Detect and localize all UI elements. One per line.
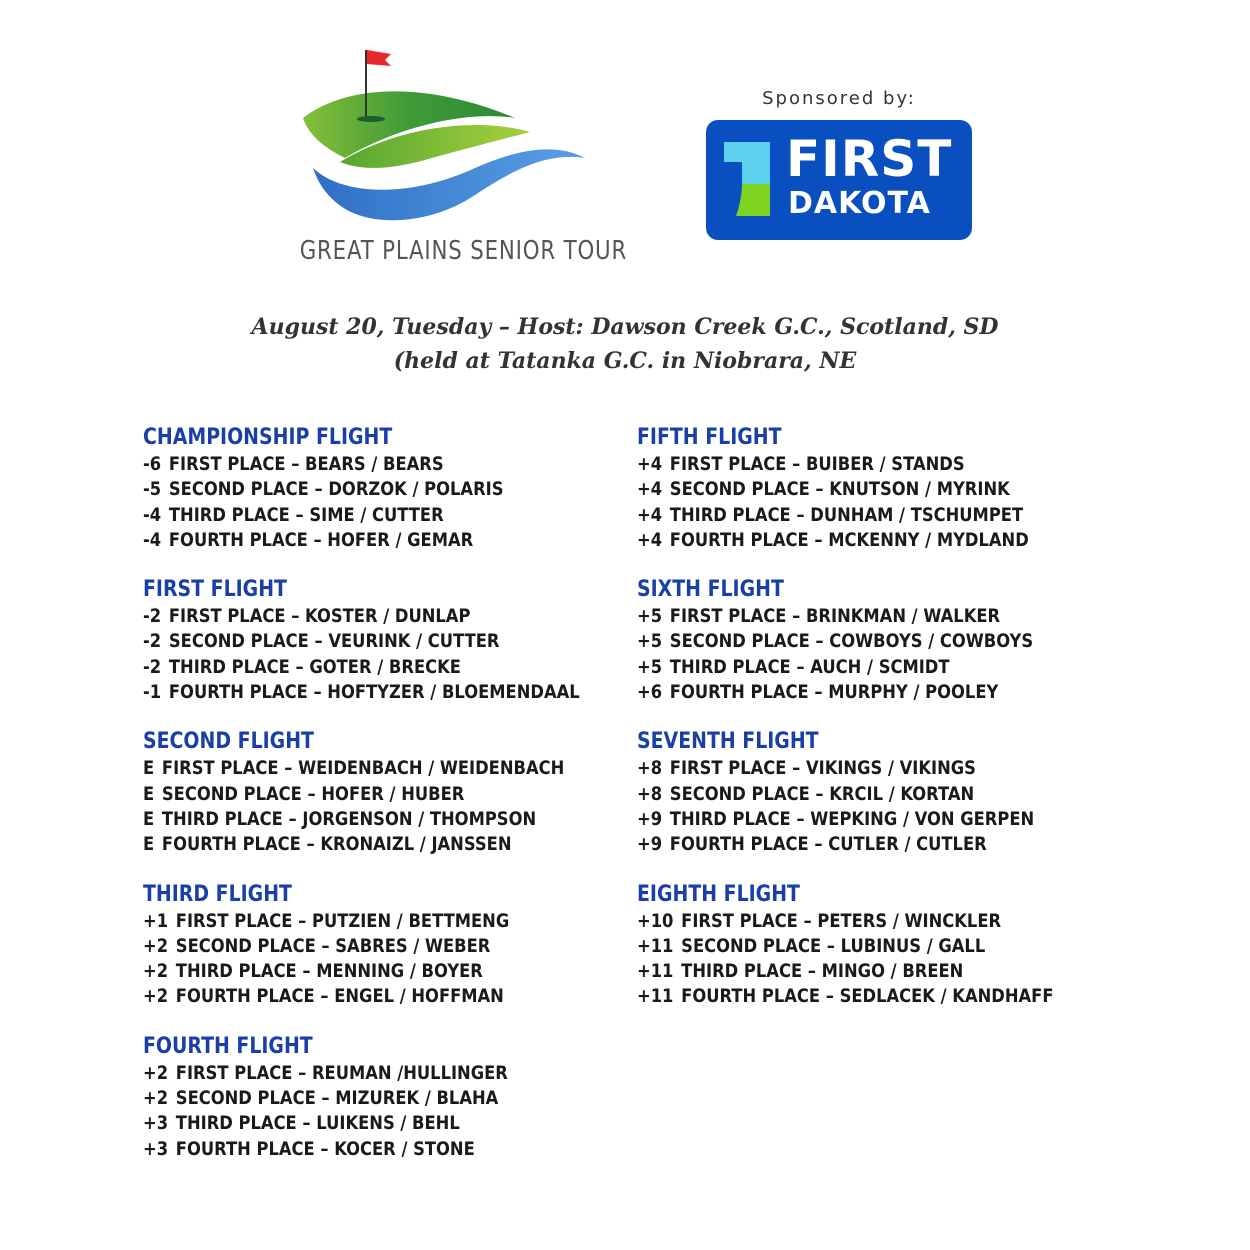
- tour-name: GREAT PLAINS SENIOR TOUR: [299, 236, 628, 266]
- result-score: E: [143, 807, 155, 830]
- result-score: +4: [637, 453, 663, 475]
- result-score: -4: [143, 503, 162, 526]
- result-row: [637, 909, 1041, 934]
- result-row: [143, 959, 547, 984]
- result-row: [143, 604, 547, 629]
- result-score: +5: [637, 655, 663, 678]
- result-score: -1: [143, 681, 162, 704]
- results-column-right: [637, 424, 1107, 1033]
- result-row: [143, 807, 547, 832]
- result-score: +6: [637, 681, 663, 704]
- result-row: [143, 832, 547, 857]
- flight-title: SEVENTH FLIGHT: [637, 729, 819, 755]
- results-column-left: [143, 424, 613, 1185]
- result-text: SECOND PLACE – KRCIL / KORTAN: [669, 782, 975, 805]
- result-text: THIRD PLACE – MENNING / BOYER: [175, 960, 483, 983]
- result-score: -6: [143, 453, 162, 475]
- result-row: [637, 959, 1041, 984]
- result-score: +2: [143, 1061, 169, 1084]
- result-text: FIRST PLACE – WEIDENBACH / WEIDENBACH: [161, 757, 565, 780]
- result-text: THIRD PLACE – JORGENSON / THOMPSON: [161, 807, 537, 830]
- result-row: [637, 503, 1041, 528]
- result-score: +2: [143, 934, 169, 957]
- result-row: [143, 629, 547, 654]
- result-text: SECOND PLACE – MIZUREK / BLAHA: [175, 1087, 499, 1110]
- result-score: +11: [637, 960, 674, 983]
- result-text: THIRD PLACE – MINGO / BREEN: [681, 960, 964, 983]
- sponsor-block: [706, 88, 972, 240]
- result-row: [143, 452, 547, 477]
- result-score: E: [143, 757, 155, 780]
- result-score: +2: [143, 960, 169, 983]
- result-row: [143, 934, 547, 959]
- result-row: [143, 1111, 547, 1136]
- result-row: [637, 655, 1041, 680]
- result-text: THIRD PLACE – WEPKING / VON GERPEN: [669, 807, 1035, 830]
- sponsor-name-dakota: DAKOTA: [788, 186, 931, 221]
- result-score: +10: [637, 909, 674, 932]
- result-score: +9: [637, 833, 663, 856]
- result-score: +2: [143, 1087, 169, 1110]
- result-row: [637, 807, 1041, 832]
- result-row: [143, 984, 547, 1009]
- result-row: [637, 782, 1041, 807]
- result-text: FIRST PLACE – BUIBER / STANDS: [669, 453, 965, 475]
- result-text: THIRD PLACE – SIME / CUTTER: [168, 503, 444, 526]
- result-score: +4: [637, 478, 663, 501]
- result-text: FOURTH PLACE – KRONAIZL / JANSSEN: [161, 833, 512, 856]
- result-text: FIRST PLACE – PUTZIEN / BETTMENG: [175, 909, 510, 932]
- golf-green-flag-icon: [285, 40, 585, 230]
- result-row: [637, 680, 1041, 705]
- result-score: -5: [143, 478, 162, 501]
- result-score: +1: [143, 909, 169, 932]
- result-text: SECOND PLACE – KNUTSON / MYRINK: [669, 478, 1010, 501]
- result-row: [143, 909, 547, 934]
- result-row: [143, 477, 547, 502]
- result-text: THIRD PLACE – AUCH / SCMIDT: [669, 655, 950, 678]
- result-text: FOURTH PLACE – HOFTYZER / BLOEMENDAAL: [168, 681, 580, 704]
- result-row: [637, 604, 1041, 629]
- event-date-host: August 20, Tuesday – Host: Dawson Creek G.C., Scotland, SD: [251, 314, 999, 340]
- result-score: +4: [637, 503, 663, 526]
- result-score: +8: [637, 757, 663, 780]
- flight-third-flight: [143, 881, 613, 1010]
- result-score: +5: [637, 630, 663, 653]
- flight-title: FIRST FLIGHT: [143, 577, 287, 603]
- flight-second-flight: [143, 728, 613, 857]
- result-row: [143, 1137, 547, 1162]
- flight-title: SIXTH FLIGHT: [637, 577, 784, 603]
- result-row: [143, 528, 547, 553]
- flight-championship-flight: [143, 424, 613, 553]
- result-row: [637, 934, 1041, 959]
- result-text: THIRD PLACE – DUNHAM / TSCHUMPET: [669, 503, 1024, 526]
- result-text: FOURTH PLACE – HOFER / GEMAR: [168, 528, 474, 551]
- flight-title: THIRD FLIGHT: [143, 881, 292, 907]
- result-score: +3: [143, 1112, 169, 1135]
- result-text: THIRD PLACE – LUIKENS / BEHL: [175, 1112, 460, 1135]
- result-row: [637, 528, 1041, 553]
- result-text: FIRST PLACE – VIKINGS / VIKINGS: [669, 757, 976, 780]
- result-text: SECOND PLACE – SABRES / WEBER: [175, 934, 491, 957]
- result-score: E: [143, 782, 155, 805]
- result-score: +9: [637, 807, 663, 830]
- result-text: FIRST PLACE – BEARS / BEARS: [168, 453, 444, 475]
- flight-title: FIFTH FLIGHT: [637, 425, 782, 450]
- result-row: [143, 782, 547, 807]
- result-text: FOURTH PLACE – CUTLER / CUTLER: [669, 833, 987, 856]
- result-row: [143, 1061, 547, 1086]
- result-row: [637, 452, 1041, 477]
- result-score: -2: [143, 630, 162, 653]
- result-row: [637, 756, 1041, 781]
- result-score: +2: [143, 985, 169, 1008]
- result-row: [143, 1086, 547, 1111]
- result-text: FIRST PLACE – REUMAN /HULLINGER: [175, 1061, 508, 1084]
- tour-logo: [270, 40, 628, 280]
- sponsor-logo: [706, 120, 972, 240]
- result-row: [143, 680, 580, 705]
- result-score: E: [143, 833, 155, 856]
- event-venue: (held at Tatanka G.C. in Niobrara, NE: [393, 348, 857, 374]
- result-score: +8: [637, 782, 663, 805]
- result-text: FIRST PLACE – BRINKMAN / WALKER: [669, 605, 1001, 628]
- result-score: +11: [637, 934, 674, 957]
- flight-title: FOURTH FLIGHT: [143, 1033, 313, 1059]
- result-text: SECOND PLACE – COWBOYS / COWBOYS: [669, 630, 1034, 653]
- result-row: [637, 984, 1054, 1009]
- result-text: FOURTH PLACE – MURPHY / POOLEY: [669, 681, 999, 704]
- result-row: [637, 477, 1041, 502]
- result-row: [637, 629, 1041, 654]
- flight-fourth-flight: [143, 1033, 613, 1162]
- result-row: [637, 832, 1041, 857]
- sponsor-label: Sponsored by:: [762, 88, 916, 109]
- result-text: FOURTH PLACE – SEDLACEK / KANDHAFF: [681, 985, 1054, 1008]
- result-score: +11: [637, 985, 674, 1008]
- result-score: -4: [143, 528, 162, 551]
- flight-first-flight: [143, 576, 613, 705]
- result-text: FOURTH PLACE – MCKENNY / MYDLAND: [669, 528, 1029, 551]
- result-text: SECOND PLACE – VEURINK / CUTTER: [168, 630, 500, 653]
- result-text: SECOND PLACE – DORZOK / POLARIS: [168, 478, 504, 501]
- result-score: -2: [143, 605, 162, 628]
- sponsor-name-first: FIRST: [786, 130, 953, 188]
- result-row: [143, 503, 547, 528]
- flight-title: EIGHTH FLIGHT: [637, 881, 800, 907]
- flight-title: CHAMPIONSHIP FLIGHT: [143, 425, 393, 450]
- result-row: [143, 655, 547, 680]
- result-text: FIRST PLACE – KOSTER / DUNLAP: [168, 605, 471, 628]
- flight-eighth-flight: [637, 881, 1107, 1010]
- result-text: SECOND PLACE – HOFER / HUBER: [161, 782, 465, 805]
- result-text: FOURTH PLACE – KOCER / STONE: [175, 1137, 475, 1160]
- flight-title: SECOND FLIGHT: [143, 729, 314, 755]
- result-score: +3: [143, 1137, 169, 1160]
- flight-fifth-flight: [637, 424, 1107, 553]
- result-text: FOURTH PLACE – ENGEL / HOFFMAN: [175, 985, 504, 1008]
- event-info: [0, 310, 1250, 378]
- result-score: +4: [637, 528, 663, 551]
- result-row: [143, 756, 565, 781]
- flight-seventh-flight: [637, 728, 1107, 857]
- result-score: -2: [143, 655, 162, 678]
- result-text: FIRST PLACE – PETERS / WINCKLER: [681, 909, 1002, 932]
- flight-sixth-flight: [637, 576, 1107, 705]
- result-score: +5: [637, 605, 663, 628]
- result-text: SECOND PLACE – LUBINUS / GALL: [681, 934, 986, 957]
- result-text: THIRD PLACE – GOTER / BRECKE: [168, 655, 461, 678]
